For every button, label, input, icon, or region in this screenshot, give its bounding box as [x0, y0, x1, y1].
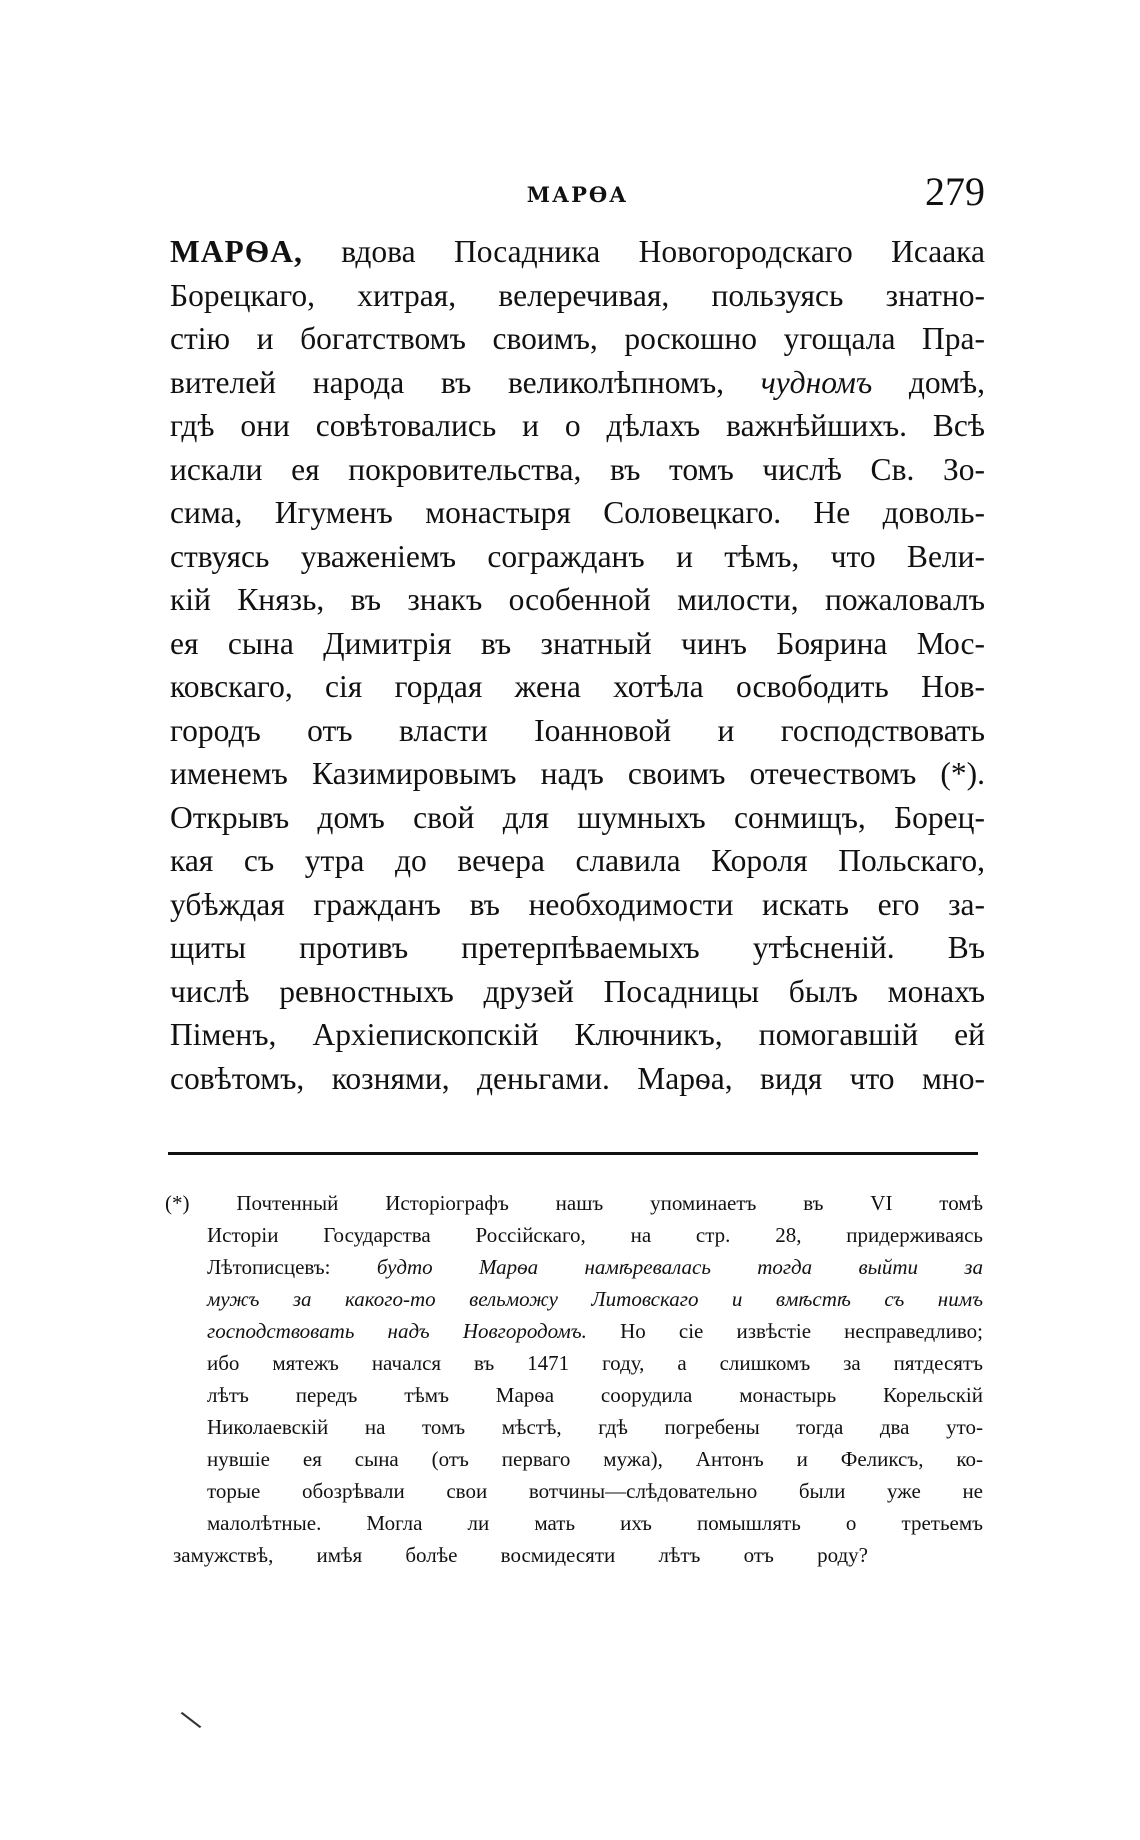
text-line: числѣ ревностныхъ друзей Посадницы былъ монахъ	[170, 973, 985, 1009]
footnote-line	[165, 1251, 983, 1283]
text-line: Открывъ домъ свой для шумныхъ сонмищъ, Борец-	[170, 799, 985, 835]
footnote	[165, 1187, 983, 1571]
page-number: 279	[925, 169, 985, 214]
text-span: Но сіе извѣстіе несправедливо;	[620, 1319, 983, 1343]
footnote-line: мужъ за какого-то вельможу Литовскаго и вмѣстѣ съ нимъ	[207, 1287, 983, 1311]
text-line: ея сына Димитрія въ знатный чинъ Боярина Мос-	[170, 625, 985, 661]
italic-span: будто Марѳа намѣревалась тогда выйти за	[376, 1255, 983, 1279]
text-line: щиты противъ претерпѣваемыхъ утѣсненій. Въ	[170, 930, 985, 965]
running-title: МАРѲА	[526, 182, 629, 207]
running-header	[170, 168, 985, 228]
text-line: кая съ утра до вечера славила Короля Польскаго,	[170, 843, 985, 878]
footnote-line: Николаевскій на томъ мѣстѣ, гдѣ погребены тогда два уто-	[207, 1415, 983, 1439]
footnote-line: малолѣтные. Могла ли мать ихъ помышлять о третьемъ	[207, 1511, 983, 1535]
footnote-line: замужствѣ, имѣя болѣе восмидесяти лѣтъ отъ роду?	[173, 1543, 868, 1567]
text-line: совѣтомъ, кознями, деньгами. Марѳа, видя что мно-	[170, 1060, 985, 1096]
text-line: ковскаго, сія гордая жена хотѣла освободить Нов-	[170, 669, 985, 704]
text-line: Піменъ, Архіепископскій Ключникъ, помогавшій ей	[170, 1017, 985, 1052]
main-text	[170, 230, 985, 1100]
footnote-line: Исторіи Государства Россійскаго, на стр. 28, придерживаясь	[207, 1223, 983, 1247]
footnote-line	[165, 1315, 983, 1347]
text-line: кій Князь, въ знакъ особенной милости, пожаловалъ	[170, 582, 985, 617]
italic-span: чудномъ	[760, 364, 873, 400]
text-span: домѣ,	[908, 364, 985, 400]
text-line: стію и богатствомъ своимъ, роскошно угощала Пра-	[170, 321, 985, 356]
footnote-divider	[168, 1152, 978, 1155]
italic-span: господствовать надъ Новгородомъ.	[207, 1319, 587, 1343]
stray-mark: \	[177, 1703, 205, 1736]
footnote-marker: (*)	[165, 1191, 190, 1215]
text-line	[170, 230, 985, 274]
footnote-line	[165, 1187, 983, 1219]
text-line: искали ея покровительства, въ томъ числѣ Св. Зо-	[170, 451, 985, 487]
text-span: Лѣтописцевъ:	[207, 1255, 331, 1279]
text-span: Почтенный Исторіографъ нашъ упоминаетъ въ VI томѣ	[236, 1191, 983, 1215]
text-span: вдова Посадника Новогородскаго Исаака	[341, 234, 985, 269]
text-line: ствуясь уваженіемъ согражданъ и тѣмъ, что Вели-	[170, 538, 985, 574]
text-line: городъ отъ власти Іоанновой и господствовать	[170, 712, 985, 748]
text-line	[170, 361, 985, 405]
text-line: Борецкаго, хитрая, велеречивая, пользуясь знатно-	[170, 277, 985, 313]
entry-headword: МАРѲА,	[170, 234, 303, 269]
footnote-line: лѣтъ передъ тѣмъ Марѳа соорудила монастырь Корельскій	[207, 1383, 983, 1407]
text-line: убѣждая гражданъ въ необходимости искать его за-	[170, 886, 985, 922]
footnote-line: ибо мятежъ начался въ 1471 году, а слишкомъ за пятдесятъ	[207, 1351, 983, 1375]
text-span: вителей народа въ великолѣпномъ,	[170, 364, 725, 400]
footnote-line: торые обозрѣвали свои вотчины—слѣдовательно были уже не	[207, 1479, 983, 1503]
text-line: гдѣ они совѣтовались и о дѣлахъ важнѣйшихъ. Всѣ	[170, 408, 985, 443]
text-line: именемъ Казимировымъ надъ своимъ отечествомъ (*).	[170, 756, 985, 791]
footnote-line: нувшіе ея сына (отъ перваго мужа), Антонъ и Феликсъ, ко-	[207, 1447, 983, 1471]
text-line: сима, Игуменъ монастыря Соловецкаго. Не доволь-	[170, 495, 985, 530]
